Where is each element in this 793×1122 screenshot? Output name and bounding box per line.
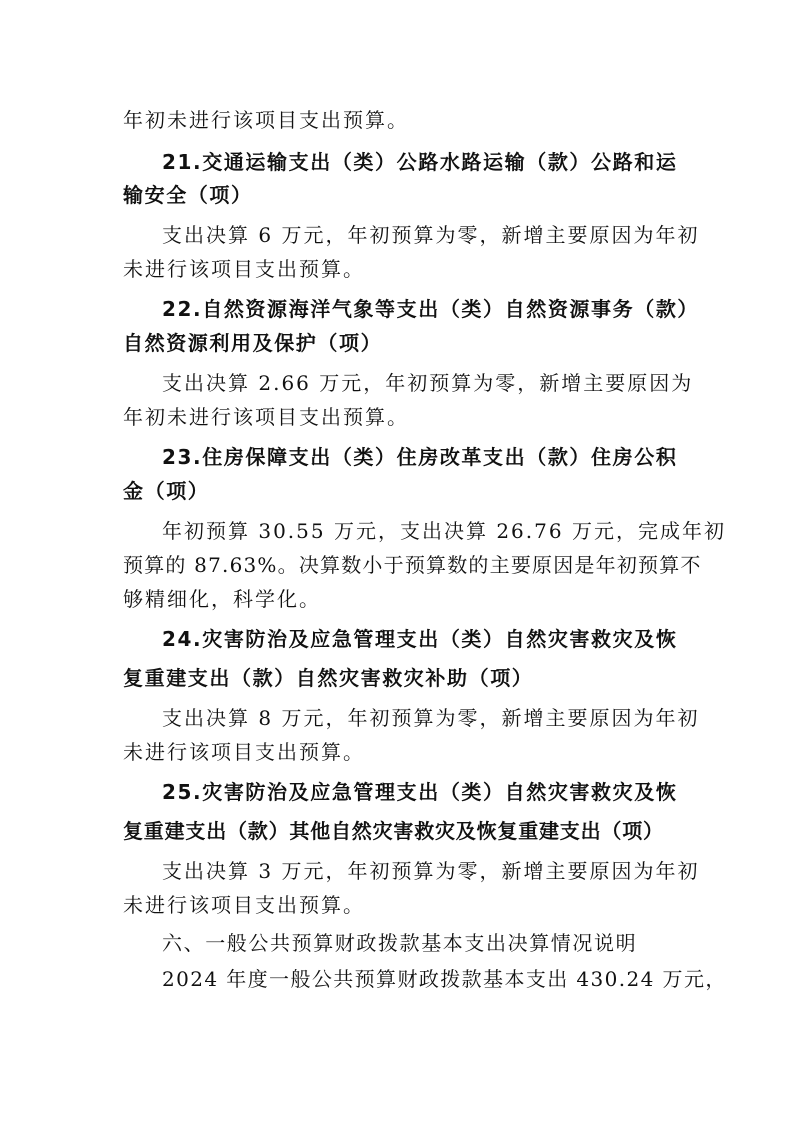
section-heading-6: 六、一般公共预算财政拨款基本支出决算情况说明 — [162, 931, 638, 955]
paragraph-line: 支出决算 6 万元，年初预算为零，新增主要原因为年初 — [162, 223, 700, 247]
paragraph-line: 支出决算 2.66 万元，年初预算为零，新增主要原因为 — [162, 371, 694, 395]
item-heading-22-cont: 自然资源利用及保护（项） — [123, 331, 383, 355]
item-heading-21: 21.交通运输支出（类）公路水路运输（款）公路和运 — [162, 150, 678, 174]
paragraph-line: 2024 年度一般公共预算财政拨款基本支出 430.24 万元， — [162, 967, 727, 991]
paragraph-line: 预算的 87.63%。决算数小于预算数的主要原因是年初预算不 — [123, 553, 702, 577]
item-heading-25: 25.灾害防治及应急管理支出（类）自然灾害救灾及恢 — [162, 780, 678, 804]
paragraph-line: 未进行该项目支出预算。 — [123, 740, 365, 764]
paragraph-line: 够精细化，科学化。 — [123, 587, 321, 611]
paragraph-line: 年初未进行该项目支出预算。 — [123, 405, 409, 429]
item-heading-24-cont: 复重建支出（款）自然灾害救灾补助（项） — [123, 666, 534, 690]
paragraph-line: 年初预算 30.55 万元，支出决算 26.76 万元，完成年初 — [162, 519, 726, 543]
paragraph-line: 年初未进行该项目支出预算。 — [123, 108, 409, 132]
item-heading-25-cont: 复重建支出（款）其他自然灾害救灾及恢复重建支出（项） — [123, 819, 664, 843]
item-heading-21-cont: 输安全（项） — [123, 183, 253, 207]
item-heading-22: 22.自然资源海洋气象等支出（类）自然资源事务（款） — [162, 297, 700, 321]
paragraph-line: 支出决算 8 万元，年初预算为零，新增主要原因为年初 — [162, 706, 700, 730]
paragraph-line: 支出决算 3 万元，年初预算为零，新增主要原因为年初 — [162, 859, 700, 883]
paragraph-line: 未进行该项目支出预算。 — [123, 893, 365, 917]
paragraph-line: 未进行该项目支出预算。 — [123, 257, 365, 281]
item-heading-24: 24.灾害防治及应急管理支出（类）自然灾害救灾及恢 — [162, 627, 678, 651]
item-heading-23: 23.住房保障支出（类）住房改革支出（款）住房公积 — [162, 445, 678, 469]
item-heading-23-cont: 金（项） — [123, 479, 210, 503]
